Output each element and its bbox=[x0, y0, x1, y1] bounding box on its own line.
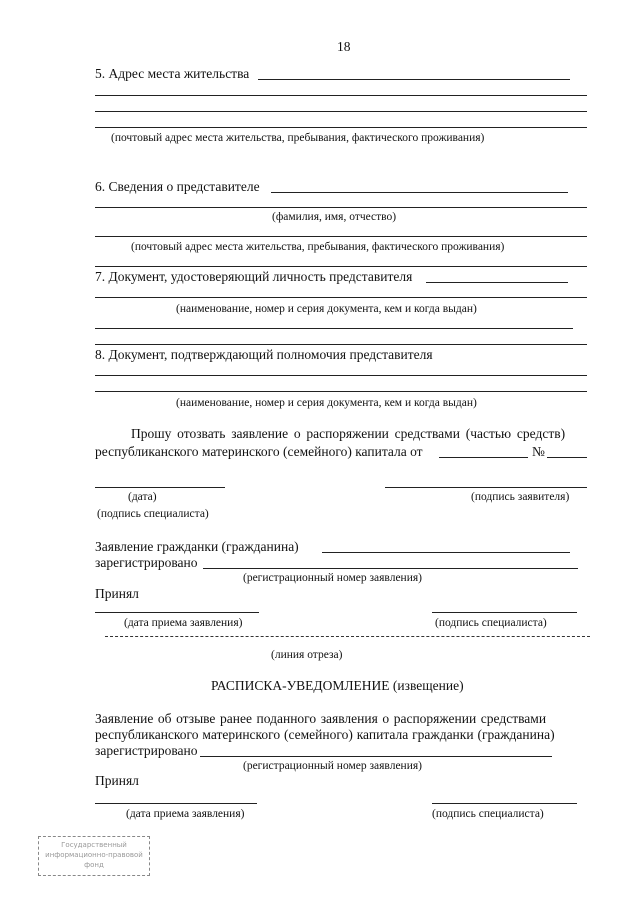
receipt-registered-label: зарегистрировано bbox=[95, 743, 198, 758]
receipt-date-caption: (дата приема заявления) bbox=[126, 808, 245, 820]
authority-doc-caption: (наименование, номер и серия документа, кем и когда выдан) bbox=[176, 397, 477, 409]
representative-field-line bbox=[95, 207, 587, 208]
applicant-signature-line bbox=[385, 487, 587, 488]
request-date-line bbox=[439, 457, 528, 458]
archive-stamp bbox=[38, 836, 150, 876]
receipt-signature-line bbox=[432, 803, 577, 804]
receipt-registration-line bbox=[200, 756, 552, 757]
accepted-label: Принял bbox=[95, 586, 139, 601]
authority-doc-field-line bbox=[95, 391, 587, 392]
registration-number-line bbox=[203, 568, 578, 569]
receipt-text-line1: Заявление об отзыве ранее поданного заявления о распоряжении средствами bbox=[95, 711, 547, 726]
identity-doc-field-line bbox=[426, 282, 568, 283]
date-received-caption: (дата приема заявления) bbox=[124, 617, 243, 629]
separator-line bbox=[95, 266, 587, 267]
address-field-line bbox=[95, 95, 587, 96]
identity-doc-field-line bbox=[95, 328, 573, 329]
page-number: 18 bbox=[337, 39, 351, 54]
specialist-signature-caption: (подпись специалиста) bbox=[435, 617, 547, 629]
date-received-line bbox=[95, 612, 259, 613]
address-caption: (почтовый адрес места жительства, пребывания, фактического проживания) bbox=[111, 132, 485, 144]
representative-address-line bbox=[95, 236, 587, 237]
date-line bbox=[95, 487, 225, 488]
request-text-line1: Прошу отозвать заявление о распоряжении средствами (частью средств) bbox=[131, 426, 566, 441]
cut-line bbox=[105, 636, 590, 637]
request-number-line bbox=[547, 457, 587, 458]
receipt-reg-number-caption: (регистрационный номер заявления) bbox=[243, 760, 422, 772]
stamp-line: Государственный bbox=[61, 841, 127, 849]
representative-address-caption: (почтовый адрес места жительства, пребывания, фактического проживания) bbox=[131, 241, 505, 253]
identity-doc-caption: (наименование, номер и серия документа, кем и когда выдан) bbox=[176, 303, 477, 315]
identity-doc-field-line bbox=[95, 344, 587, 345]
address-field-line bbox=[258, 79, 570, 80]
receipt-signature-caption: (подпись специалиста) bbox=[432, 808, 544, 820]
address-field-line bbox=[95, 111, 587, 112]
identity-doc-field-line bbox=[95, 297, 587, 298]
application-of-label: Заявление гражданки (гражданина) bbox=[95, 539, 299, 554]
request-text-line2: республиканского материнского (семейного) капитала от bbox=[95, 444, 423, 459]
receipt-accepted-label: Принял bbox=[95, 773, 139, 788]
authority-doc-field-line bbox=[95, 375, 587, 376]
receipt-text-line2: республиканского материнского (семейного) капитала гражданки (гражданина) bbox=[95, 727, 555, 742]
applicant-name-line bbox=[322, 552, 570, 553]
representative-field-line bbox=[271, 192, 568, 193]
stamp-line: информационно-правовой bbox=[45, 851, 143, 859]
representative-label: 6. Сведения о представителе bbox=[95, 179, 260, 194]
cut-line-caption: (линия отреза) bbox=[271, 649, 343, 661]
registered-label: зарегистрировано bbox=[95, 555, 198, 570]
authority-doc-label: 8. Документ, подтверждающий полномочия представителя bbox=[95, 347, 433, 362]
specialist-signature-caption: (подпись специалиста) bbox=[97, 508, 209, 520]
stamp-line: фонд bbox=[84, 861, 104, 869]
address-label: 5. Адрес места жительства bbox=[95, 66, 250, 81]
receipt-title: РАСПИСКА-УВЕДОМЛЕНИЕ (извещение) bbox=[211, 678, 464, 693]
applicant-signature-caption: (подпись заявителя) bbox=[471, 491, 570, 503]
number-sign: № bbox=[532, 444, 545, 459]
date-caption: (дата) bbox=[128, 491, 157, 503]
identity-doc-label: 7. Документ, удостоверяющий личность представителя bbox=[95, 269, 413, 284]
reg-number-caption: (регистрационный номер заявления) bbox=[243, 572, 422, 584]
address-field-line bbox=[95, 127, 587, 128]
fio-caption: (фамилия, имя, отчество) bbox=[272, 211, 397, 223]
specialist-signature-line bbox=[432, 612, 577, 613]
receipt-date-line bbox=[95, 803, 257, 804]
